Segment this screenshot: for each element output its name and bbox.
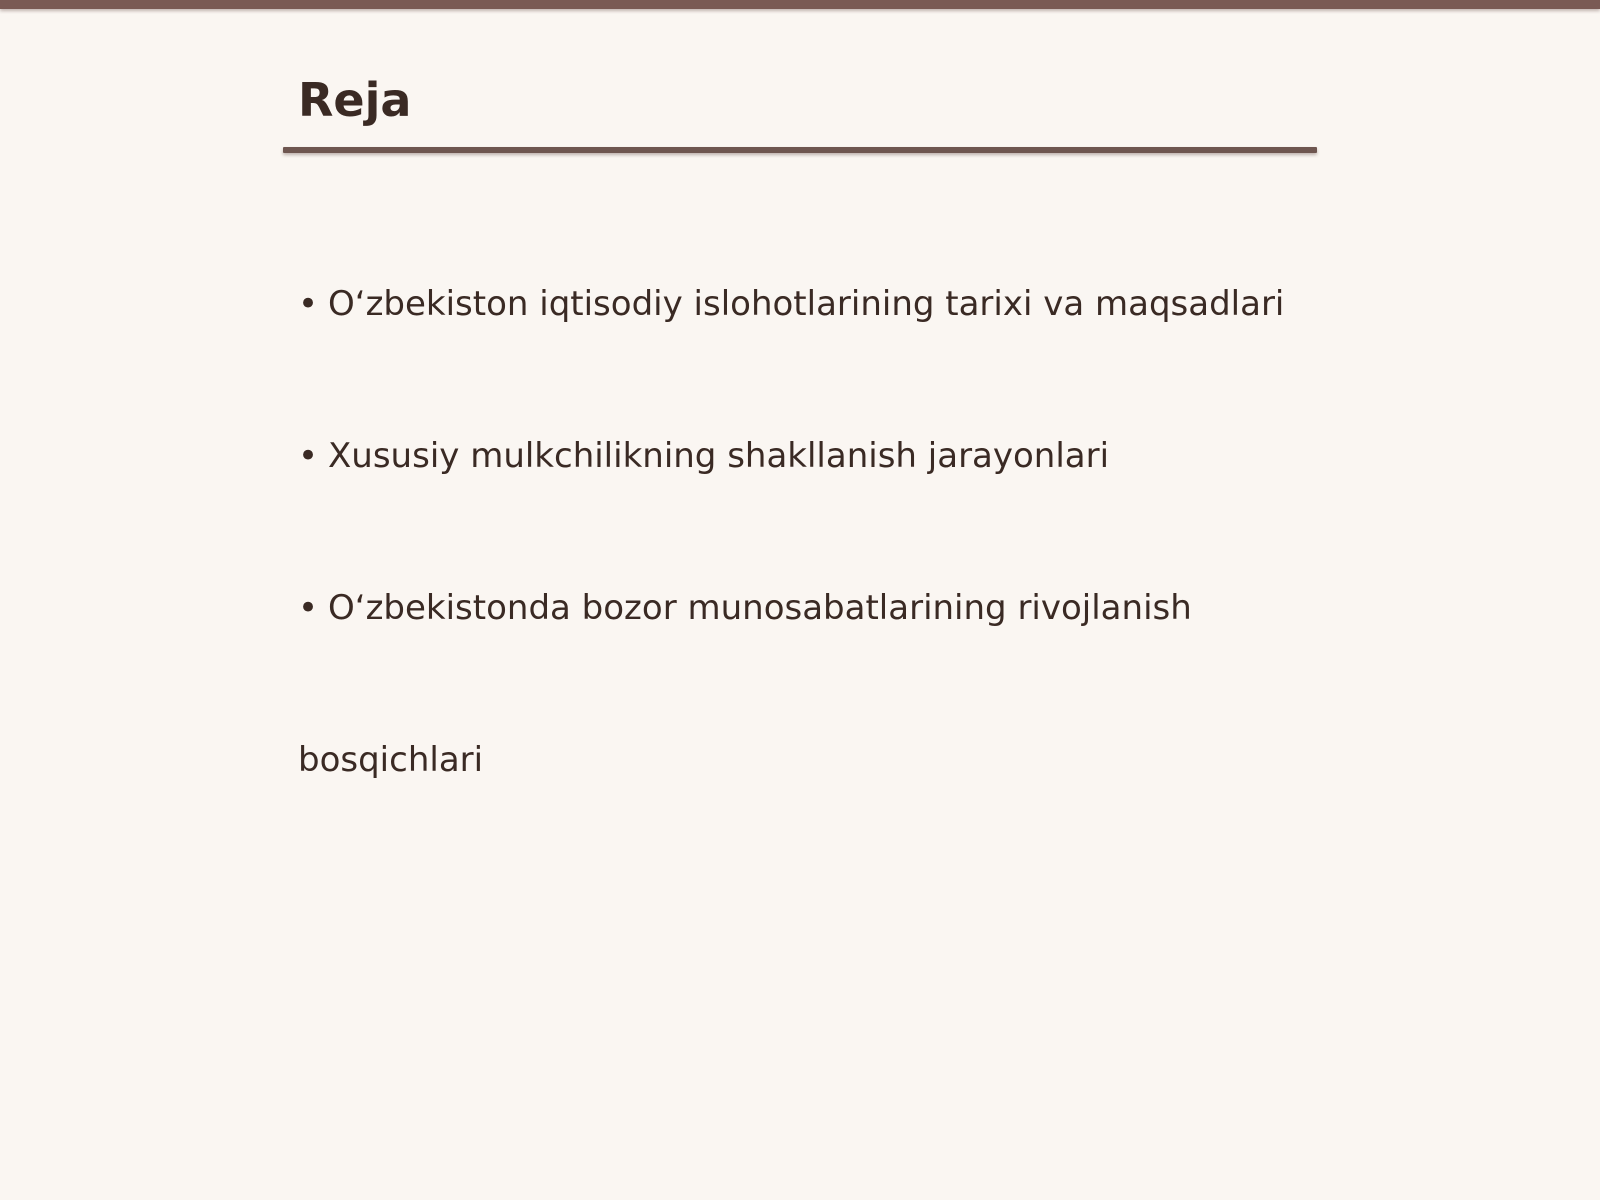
list-item-text: O‘zbekistonda bozor munosabatlarining rivojlanish: [328, 588, 1192, 628]
bullet-icon: •: [298, 588, 319, 628]
list-item-text: bosqichlari: [298, 740, 484, 780]
list-item-text: Xususiy mulkchilikning shakllanish jarayonlari: [328, 436, 1110, 476]
list-item: [298, 278, 1558, 430]
bullet-list: [298, 278, 1558, 886]
title-underline: [283, 147, 1317, 153]
list-item: [298, 430, 1558, 582]
bullet-icon: •: [298, 284, 319, 324]
top-accent-bar: [0, 0, 1600, 9]
list-item-continuation: [298, 734, 1558, 886]
bullet-icon: •: [298, 436, 319, 476]
list-item: [298, 582, 1558, 734]
list-item-text: O‘zbekiston iqtisodiy islohotlarining tarixi va maqsadlari: [328, 284, 1285, 324]
slide-title: Reja: [298, 73, 412, 127]
